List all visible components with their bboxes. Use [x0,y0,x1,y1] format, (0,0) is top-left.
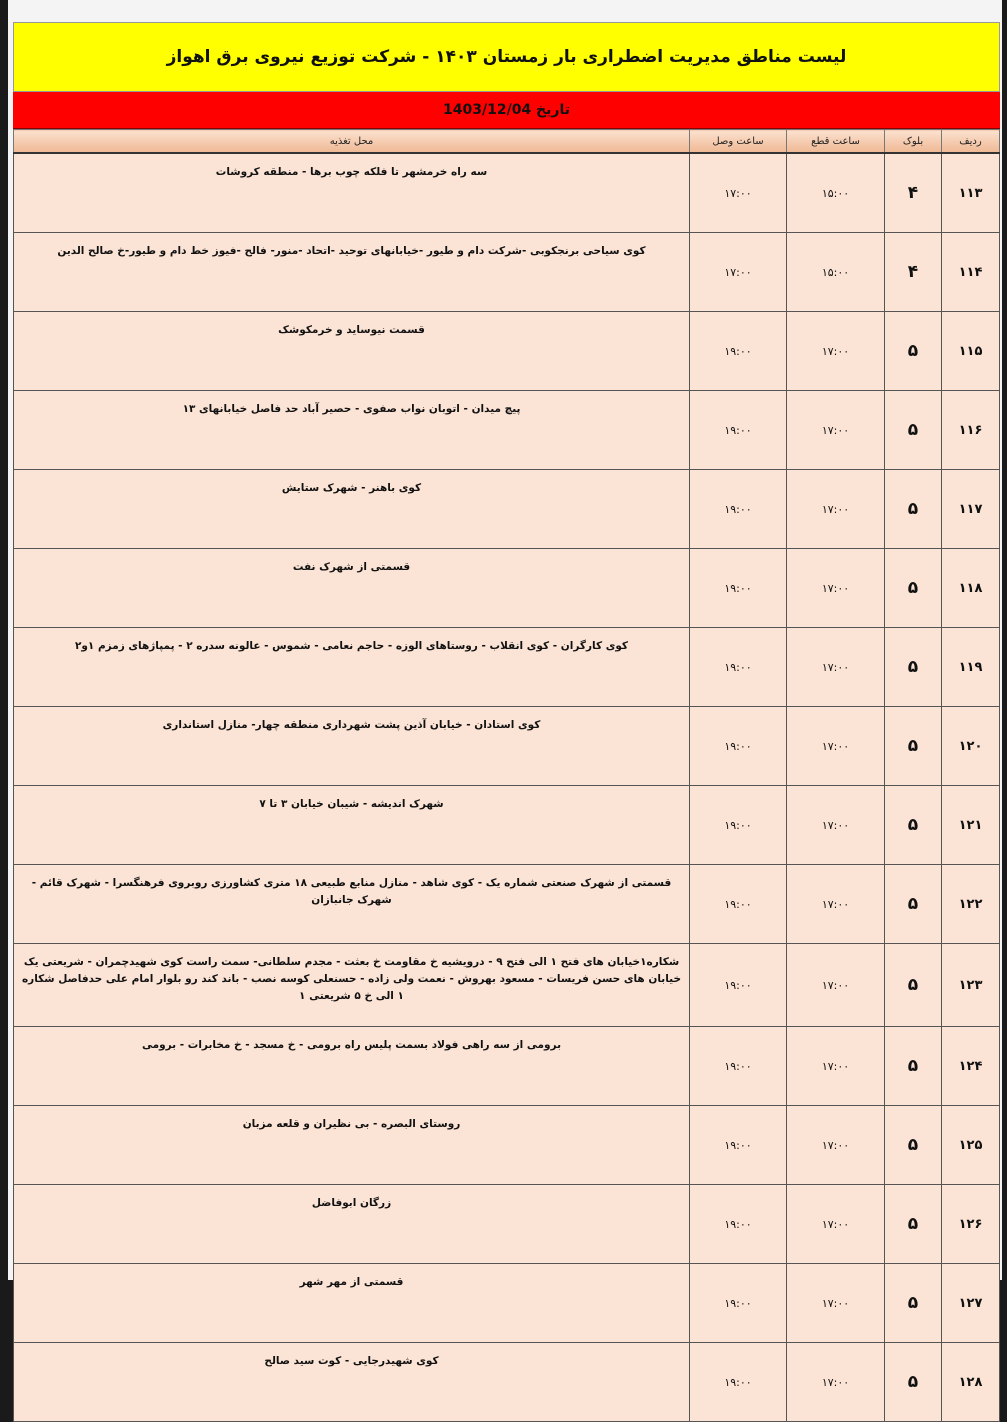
connect-time-cell: ۱۹:۰۰ [690,707,787,786]
cut-time-cell: ۱۷:۰۰ [787,391,885,470]
table-row [14,865,1000,944]
cut-time-cell: ۱۷:۰۰ [787,549,885,628]
cut-time-cell: ۱۷:۰۰ [787,1106,885,1185]
location-cell: شکاره۱خیابان های فتح ۱ الی فتح ۹ - درویشیه خ مقاومت خ بعثت - مجدم سلطانی- سمت راست کوی شهیدچمران - شریعتی یک خیابان های حسن فریسات - مسعود بهروش - نعمت ولی زاده - حسنعلی کوسه نصب - باند کند رو بلوار امام علی حدفاصل شکاره ۱ الی خ ۵ شریعتی ۱ [14,944,690,1027]
block-cell: ۴ [885,233,942,312]
location-cell: پیچ میدان - اتوبان نواب صفوی - حصیر آباد حد فاصل خیابانهای ۱۳ [14,391,690,470]
row-number-cell: ۱۱۸ [942,549,1000,628]
block-cell: ۴ [885,153,942,233]
cut-time-cell: ۱۷:۰۰ [787,1264,885,1343]
connect-time-cell: ۱۹:۰۰ [690,470,787,549]
location-cell: روستای البصره - بی نظیران و قلعه مزبان [14,1106,690,1185]
row-number-cell: ۱۲۲ [942,865,1000,944]
location-cell: قسمت نیوساید و خرمکوشک [14,312,690,391]
connect-time-cell: ۱۷:۰۰ [690,153,787,233]
block-cell: ۵ [885,1027,942,1106]
connect-time-cell: ۱۹:۰۰ [690,786,787,865]
connect-time-cell: ۱۹:۰۰ [690,391,787,470]
row-number-cell: ۱۲۳ [942,944,1000,1027]
block-cell: ۵ [885,707,942,786]
connect-time-cell: ۱۹:۰۰ [690,865,787,944]
location-cell: برومی از سه راهی فولاد بسمت پلیس راه برومی - خ مسجد - خ مخابرات - برومی [14,1027,690,1106]
location-cell: قسمتی از شهرک صنعتی شماره یک - کوی شاهد - منازل منابع طبیعی ۱۸ متری کشاورزی روبروی فرهنگسرا - شهرک قائم - شهرک جانبازان [14,865,690,944]
table-row [14,153,1000,233]
location-cell: کوی سیاحی برنجکوبی -شرکت دام و طیور -خیابانهای توحید -اتحاد -منور- فالح -فیوز خط دام و طیور-خ صالح الدین [14,233,690,312]
location-cell: قسمتی از مهر شهر [14,1264,690,1343]
connect-time-cell: ۱۹:۰۰ [690,1106,787,1185]
block-cell: ۵ [885,1106,942,1185]
row-number-cell: ۱۱۴ [942,233,1000,312]
row-number-cell: ۱۱۶ [942,391,1000,470]
connect-time-cell: ۱۷:۰۰ [690,233,787,312]
cut-time-cell: ۱۷:۰۰ [787,944,885,1027]
block-cell: ۵ [885,865,942,944]
table-row [14,707,1000,786]
cut-time-cell: ۱۷:۰۰ [787,865,885,944]
cut-time-cell: ۱۷:۰۰ [787,628,885,707]
table-row [14,1264,1000,1343]
block-cell: ۵ [885,1343,942,1422]
table-row [14,1027,1000,1106]
location-cell: زرگان ابوفاضل [14,1185,690,1264]
connect-time-cell: ۱۹:۰۰ [690,1027,787,1106]
cut-time-cell: ۱۵:۰۰ [787,233,885,312]
row-number-cell: ۱۱۵ [942,312,1000,391]
date-banner: تاریخ 1403/12/04 [13,92,1000,129]
location-cell: شهرک اندیشه - شیبان خیابان ۳ تا ۷ [14,786,690,865]
table-row [14,628,1000,707]
header-row-number: ردیف [942,130,1000,154]
row-number-cell: ۱۲۱ [942,786,1000,865]
cut-time-cell: ۱۷:۰۰ [787,1343,885,1422]
row-number-cell: ۱۲۶ [942,1185,1000,1264]
row-number-cell: ۱۱۷ [942,470,1000,549]
table-row [14,944,1000,1027]
cut-time-cell: ۱۷:۰۰ [787,312,885,391]
header-block: بلوک [885,130,942,154]
location-cell: کوی استادان - خیابان آذین پشت شهرداری منطقه چهار- منازل استانداری [14,707,690,786]
block-cell: ۵ [885,1185,942,1264]
document-title: لیست مناطق مدیریت اضطراری بار زمستان ۱۴۰۳ - شرکت توزیع نیروی برق اهواز [13,22,1000,92]
table-row [14,470,1000,549]
table-row [14,312,1000,391]
outage-schedule-sheet [13,22,1000,1422]
cut-time-cell: ۱۷:۰۰ [787,1027,885,1106]
cut-time-cell: ۱۵:۰۰ [787,153,885,233]
header-location: محل تغذیه [14,130,690,154]
block-cell: ۵ [885,549,942,628]
cut-time-cell: ۱۷:۰۰ [787,470,885,549]
location-cell: کوی کارگران - کوی انقلاب - روستاهای الوزه - حاجم نعامی - شموس - عالونه سدره ۲ - پمپاژهای زمزم ۱و۲ [14,628,690,707]
document-page [8,0,1002,1392]
table-row [14,391,1000,470]
connect-time-cell: ۱۹:۰۰ [690,944,787,1027]
header-connect-time: ساعت وصل [690,130,787,154]
location-cell: سه راه خرمشهر تا فلکه چوب برها - منطقه کروشات [14,153,690,233]
header-cut-time: ساعت قطع [787,130,885,154]
table-row [14,786,1000,865]
connect-time-cell: ۱۹:۰۰ [690,628,787,707]
table-row [14,1185,1000,1264]
row-number-cell: ۱۲۸ [942,1343,1000,1422]
block-cell: ۵ [885,786,942,865]
connect-time-cell: ۱۹:۰۰ [690,1343,787,1422]
row-number-cell: ۱۱۹ [942,628,1000,707]
block-cell: ۵ [885,312,942,391]
cut-time-cell: ۱۷:۰۰ [787,786,885,865]
cut-time-cell: ۱۷:۰۰ [787,707,885,786]
location-cell: کوی باهنر - شهرک ستایش [14,470,690,549]
block-cell: ۵ [885,1264,942,1343]
block-cell: ۵ [885,628,942,707]
block-cell: ۵ [885,391,942,470]
row-number-cell: ۱۲۵ [942,1106,1000,1185]
connect-time-cell: ۱۹:۰۰ [690,1264,787,1343]
connect-time-cell: ۱۹:۰۰ [690,549,787,628]
table-row [14,1343,1000,1422]
location-cell: کوی شهیدرجایی - کوت سید صالح [14,1343,690,1422]
table-header-row [14,130,1000,154]
block-cell: ۵ [885,470,942,549]
connect-time-cell: ۱۹:۰۰ [690,312,787,391]
table-row [14,233,1000,312]
table-row [14,549,1000,628]
row-number-cell: ۱۲۰ [942,707,1000,786]
connect-time-cell: ۱۹:۰۰ [690,1185,787,1264]
location-cell: قسمتی از شهرک نفت [14,549,690,628]
row-number-cell: ۱۱۳ [942,153,1000,233]
row-number-cell: ۱۲۷ [942,1264,1000,1343]
row-number-cell: ۱۲۴ [942,1027,1000,1106]
table-row [14,1106,1000,1185]
block-cell: ۵ [885,944,942,1027]
outage-table [13,129,1000,1422]
cut-time-cell: ۱۷:۰۰ [787,1185,885,1264]
